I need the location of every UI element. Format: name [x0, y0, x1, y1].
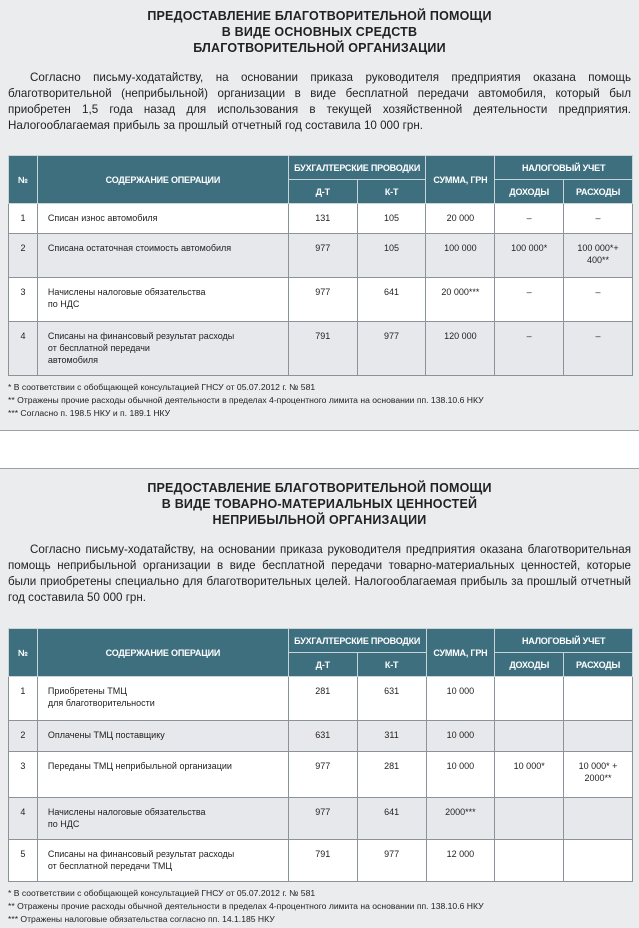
section-inventory — [0, 468, 639, 928]
footnote: *** Согласно п. 198.5 НКУ и п. 189.1 НКУ — [8, 408, 171, 418]
cell-sum: 2000*** — [426, 798, 495, 840]
col-num: № — [9, 629, 38, 677]
table-row — [9, 322, 633, 376]
col-operation: СОДЕРЖАНИЕ ОПЕРАЦИИ — [37, 156, 288, 204]
col-credit: К-Т — [357, 180, 426, 204]
col-entries: БУХГАЛТЕРСКИЕ ПРОВОДКИ — [288, 156, 426, 180]
cell-op: Списана остаточная стоимость автомобиля — [37, 234, 288, 278]
title-line: ПРЕДОСТАВЛЕНИЕ БЛАГОТВОРИТЕЛЬНОЙ ПОМОЩИ — [147, 481, 492, 495]
cell-op: Приобретены ТМЦ для благотворительности — [37, 677, 288, 721]
footnote: * В соответствии с обобщающей консультацией ГНСУ от 05.07.2012 г. № 581 — [8, 382, 316, 392]
cell-num: 2 — [9, 721, 38, 752]
section-fixed-assets — [0, 0, 639, 431]
cell-num: 2 — [9, 234, 38, 278]
cell-op: Переданы ТМЦ неприбыльной организации — [37, 752, 288, 798]
cell-income — [495, 721, 564, 752]
cell-income: – — [495, 322, 564, 376]
cell-dt: 977 — [288, 752, 357, 798]
cell-dt: 131 — [288, 204, 357, 234]
cell-dt: 977 — [288, 234, 357, 278]
cell-kt: 977 — [357, 322, 426, 376]
cell-op: Списаны на финансовый результат расходы от бесплатной передачи ТМЦ — [37, 840, 288, 882]
col-entries: БУХГАЛТЕРСКИЕ ПРОВОДКИ — [288, 629, 426, 653]
footnote: *** Отражены налоговые обязательства согласно пп. 14.1.185 НКУ — [8, 914, 275, 924]
title-line: НЕПРИБЫЛЬНОЙ ОРГАНИЗАЦИИ — [212, 513, 427, 527]
cell-dt: 791 — [288, 840, 357, 882]
col-income: ДОХОДЫ — [495, 653, 564, 677]
intro-paragraph: Согласно письму-ходатайству, на основании приказа руководителя предприятия оказана благотворительная помощь неприбыльной организации в виде бесплатной передачи товарно-материальных ценностей, которые были приобретены специально для благотворительных целей. Налогооблагаемая прибыль за прошлый отчетный год составила 50 000 грн. — [8, 543, 631, 604]
cell-expense: – — [564, 204, 633, 234]
col-sum: СУММА, ГРН — [426, 629, 495, 677]
footnote: ** Отражены прочие расходы обычной деятельности в пределах 4-процентного лимита на основании пп. 138.10.6 НКУ — [8, 901, 484, 911]
col-expense: РАСХОДЫ — [564, 653, 633, 677]
cell-num: 4 — [9, 322, 38, 376]
col-credit: К-Т — [357, 653, 426, 677]
cell-expense — [564, 840, 633, 882]
footnote: * В соответствии с обобщающей консультацией ГНСУ от 05.07.2012 г. № 581 — [8, 888, 316, 898]
footnotes — [8, 887, 484, 926]
col-debit: Д-Т — [288, 653, 357, 677]
col-tax: НАЛОГОВЫЙ УЧЕТ — [495, 629, 633, 653]
cell-op: Списаны на финансовый результат расходы от бесплатной передачи автомобиля — [37, 322, 288, 376]
table-row — [9, 234, 633, 278]
cell-sum: 12 000 — [426, 840, 495, 882]
cell-op: Начислены налоговые обязательства по НДС — [37, 278, 288, 322]
cell-num: 1 — [9, 677, 38, 721]
cell-kt: 631 — [357, 677, 426, 721]
cell-sum: 10 000 — [426, 721, 495, 752]
table-row — [9, 798, 633, 840]
cell-num: 3 — [9, 752, 38, 798]
col-debit: Д-Т — [288, 180, 357, 204]
cell-kt: 977 — [357, 840, 426, 882]
cell-sum: 20 000*** — [426, 278, 495, 322]
col-tax: НАЛОГОВЫЙ УЧЕТ — [495, 156, 633, 180]
cell-num: 1 — [9, 204, 38, 234]
col-operation: СОДЕРЖАНИЕ ОПЕРАЦИИ — [37, 629, 288, 677]
cell-num: 3 — [9, 278, 38, 322]
col-num: № — [9, 156, 38, 204]
cell-sum: 10 000 — [426, 752, 495, 798]
cell-dt: 977 — [288, 798, 357, 840]
cell-expense — [564, 721, 633, 752]
cell-kt: 641 — [357, 798, 426, 840]
table-row — [9, 752, 633, 798]
cell-kt: 311 — [357, 721, 426, 752]
cell-income: – — [495, 278, 564, 322]
footnote: ** Отражены прочие расходы обычной деятельности в пределах 4-процентного лимита на основании пп. 138.10.6 НКУ — [8, 395, 484, 405]
table-row — [9, 278, 633, 322]
title-line: ПРЕДОСТАВЛЕНИЕ БЛАГОТВОРИТЕЛЬНОЙ ПОМОЩИ — [147, 9, 492, 23]
table-row — [9, 677, 633, 721]
title-line: В ВИДЕ ОСНОВНЫХ СРЕДСТВ — [221, 25, 418, 39]
cell-expense: 100 000*+ 400** — [564, 234, 633, 278]
cell-dt: 977 — [288, 278, 357, 322]
footnotes — [8, 381, 484, 420]
cell-income — [495, 677, 564, 721]
cell-kt: 281 — [357, 752, 426, 798]
section-title — [0, 8, 639, 56]
cell-expense: 10 000* + 2000** — [564, 752, 633, 798]
table-row — [9, 840, 633, 882]
cell-income: 100 000* — [495, 234, 564, 278]
col-income: ДОХОДЫ — [495, 180, 564, 204]
cell-op: Начислены налоговые обязательства по НДС — [37, 798, 288, 840]
col-expense: РАСХОДЫ — [564, 180, 633, 204]
cell-sum: 10 000 — [426, 677, 495, 721]
cell-expense — [564, 798, 633, 840]
cell-expense — [564, 677, 633, 721]
cell-income: 10 000* — [495, 752, 564, 798]
entries-table — [8, 155, 633, 376]
cell-expense: – — [564, 322, 633, 376]
cell-dt: 631 — [288, 721, 357, 752]
title-line: БЛАГОТВОРИТЕЛЬНОЙ ОРГАНИЗАЦИИ — [193, 41, 446, 55]
cell-op: Оплачены ТМЦ поставщику — [37, 721, 288, 752]
cell-income: – — [495, 204, 564, 234]
cell-num: 5 — [9, 840, 38, 882]
cell-kt: 641 — [357, 278, 426, 322]
table-row — [9, 721, 633, 752]
cell-sum: 100 000 — [426, 234, 495, 278]
intro-paragraph: Согласно письму-ходатайству, на основании приказа руководителя предприятия оказана помощь благотворительной (неприбыльной) организации в виде бесплатной передачи автомобиля, который был приобретен 1,5 года назад для использования в текущей хозяйственной деятельности предприятия. Налогооблагаемая прибыль за прошлый отчетный год составила 10 000 грн. — [8, 71, 631, 132]
cell-sum: 120 000 — [426, 322, 495, 376]
cell-kt: 105 — [357, 234, 426, 278]
cell-dt: 791 — [288, 322, 357, 376]
col-sum: СУММА, ГРН — [426, 156, 495, 204]
cell-sum: 20 000 — [426, 204, 495, 234]
cell-expense: – — [564, 278, 633, 322]
cell-dt: 281 — [288, 677, 357, 721]
cell-kt: 105 — [357, 204, 426, 234]
cell-op: Списан износ автомобиля — [37, 204, 288, 234]
table-row — [9, 204, 633, 234]
section-title — [0, 480, 639, 528]
cell-income — [495, 798, 564, 840]
entries-table — [8, 628, 633, 882]
cell-num: 4 — [9, 798, 38, 840]
cell-income — [495, 840, 564, 882]
title-line: В ВИДЕ ТОВАРНО-МАТЕРИАЛЬНЫХ ЦЕННОСТЕЙ — [161, 497, 478, 511]
